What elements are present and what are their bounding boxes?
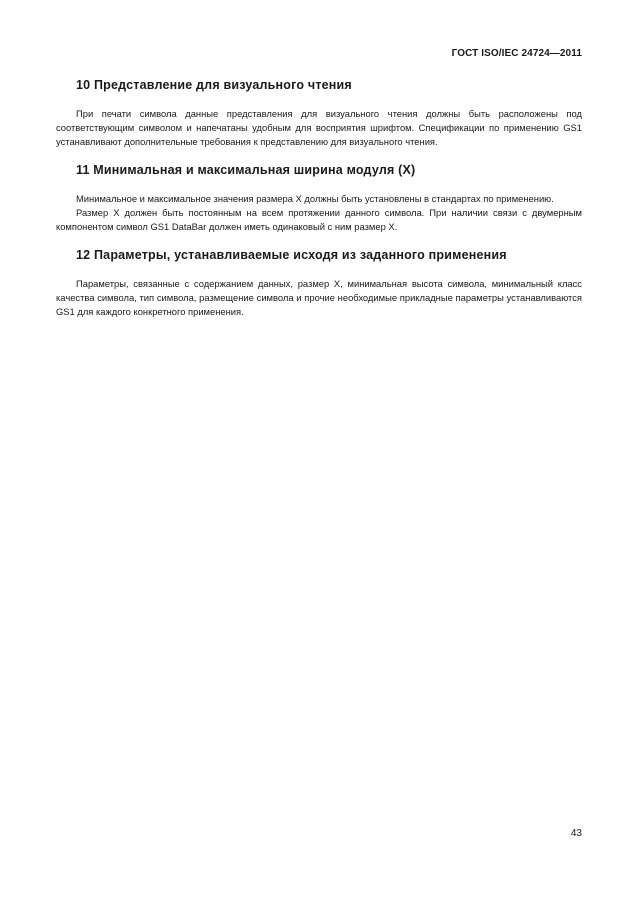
section-heading: 10 Представление для визуального чтения [76, 78, 352, 92]
section-heading: 11 Минимальная и максимальная ширина модуля (X) [76, 163, 416, 177]
section-10 [56, 78, 582, 149]
paragraph: Параметры, связанные с содержанием данных, размер X, минимальная высота символа, минимальный класс качества символа, тип символа, размещение символа и прочие необходимые прикладные параметры устанавливаются GS1 для каждого конкретного применения. [56, 278, 582, 317]
section-12 [56, 248, 582, 319]
paragraph: При печати символа данные представления для визуального чтения должны быть расположены под соответствующим символом и напечатаны удобным для восприятия шрифтом. Спецификации по применению GS1 устанавливают дополнительные требования к представлению для визуального чтения. [56, 108, 582, 147]
paragraph: Минимальное и максимальное значения размера X должны быть установлены в стандартах по применению. [76, 193, 554, 204]
document-body [56, 78, 582, 333]
document-code: ГОСТ ISO/IEC 24724—2011 [451, 48, 582, 59]
page-number: 43 [570, 828, 582, 839]
paragraph: Размер X должен быть постоянным на всем протяжении данного символа. При наличии связи с двумерным компонентом символ GS1 DataBar должен иметь одинаковый с ним размер X. [56, 207, 582, 232]
section-heading: 12 Параметры, устанавливаемые исходя из заданного применения [76, 248, 507, 262]
section-11 [56, 163, 582, 234]
